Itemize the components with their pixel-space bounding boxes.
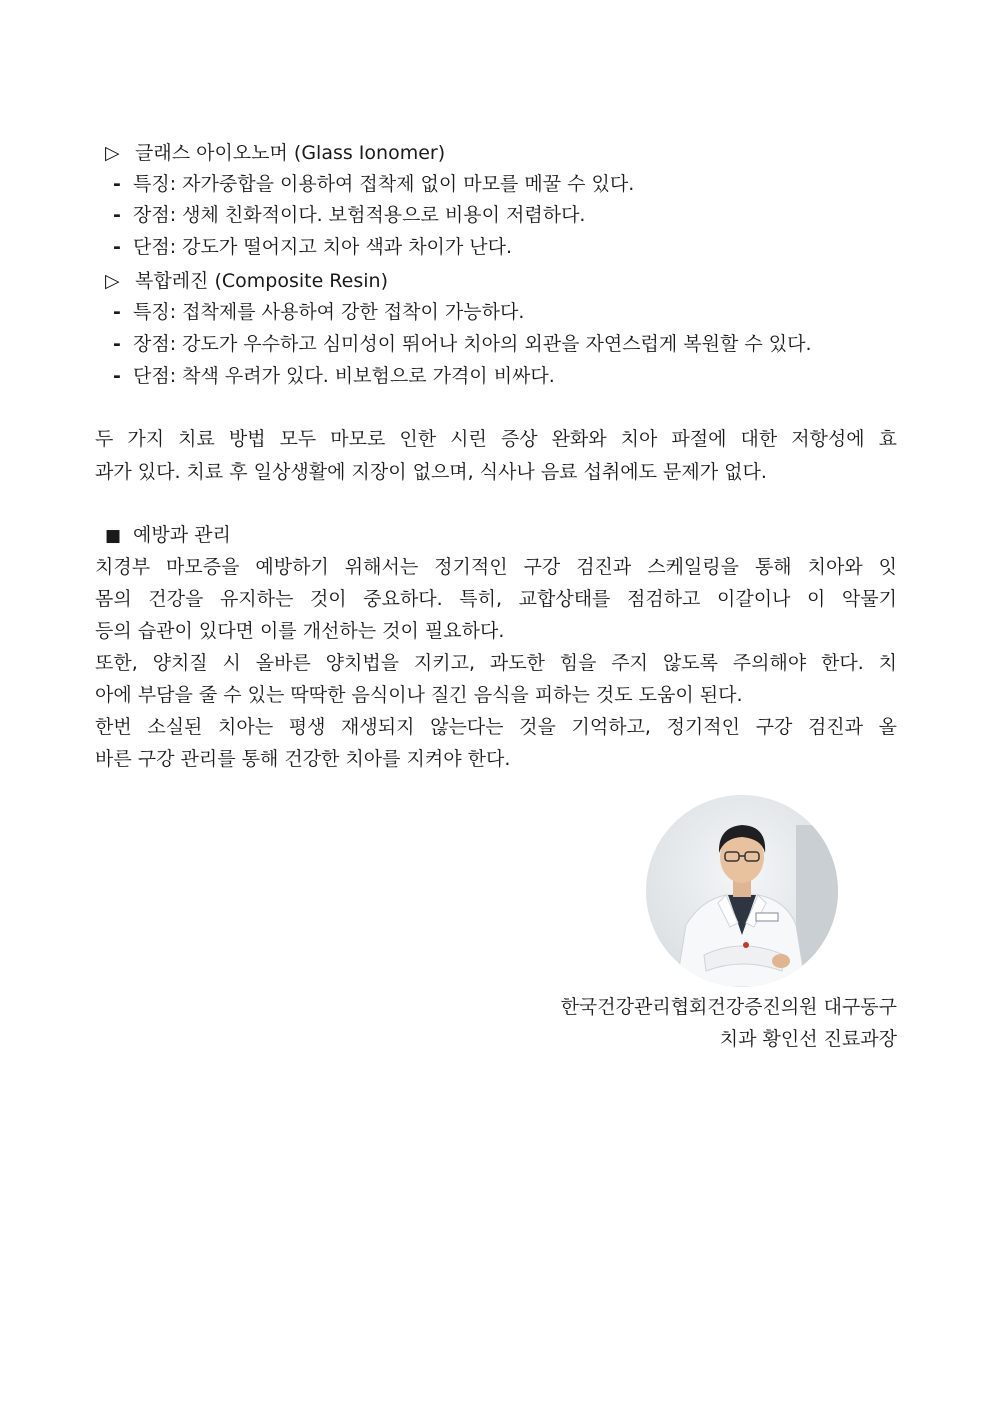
prevention-line: 등의 습관이 있다면 이를 개선하는 것이 필요하다. [95,620,505,642]
summary-line: 두 가지 치료 방법 모두 마모로 인한 시린 증상 완화와 치아 파절에 대한 저항성에 효 [95,428,897,450]
composite-resin-heading: ▷ 복합레진 (Composite Resin) [105,265,388,297]
prevention-line: 또한, 양치질 시 올바른 양치법을 지키고, 과도한 힘을 주지 않도록 주의해야 한다. 치 [95,652,897,674]
prevention-line: 몸의 건강을 유지하는 것이 중요하다. 특히, 교합상태를 점검하고 이갈이나 이 악물기 [95,588,897,610]
author-org: 한국건강관리협회건강증진의원 대구동구 [560,996,897,1018]
dash-bullet: - [113,173,121,195]
glass-feature-item: - 특징: 자가중합을 이용하여 접착제 없이 마모를 메꿀 수 있다. [113,168,634,200]
dash-bullet: - [113,236,121,258]
composite-cons-item: - 단점: 착색 우려가 있다. 비보험으로 가격이 비싸다. [113,360,555,392]
prevention-line: 아에 부담을 줄 수 있는 딱딱한 음식이나 질긴 음식을 피하는 것도 도움이 된다. [95,684,743,706]
author-title: 치과 황인선 진료과장 [719,1028,897,1050]
prevention-line: 바른 구강 관리를 통해 건강한 치아를 지켜야 한다. [95,748,511,770]
triangle-bullet-icon: ▷ [105,270,120,292]
dash-bullet: - [113,365,121,387]
doctor-illustration [646,795,838,987]
composite-pros-item: - 장점: 강도가 우수하고 심미성이 뛰어나 치아의 외관을 자연스럽게 복원할 수 있다. [113,328,812,360]
dash-bullet: - [113,204,121,226]
dash-bullet: - [113,333,121,355]
glass-cons-item: - 단점: 강도가 떨어지고 치아 색과 차이가 난다. [113,231,512,263]
prevention-heading: ■ 예방과 관리 [105,519,231,552]
doctor-portrait-photo [646,795,838,987]
dash-bullet: - [113,301,121,323]
prevention-line: 치경부 마모증을 예방하기 위해서는 정기적인 구강 검진과 스케일링을 통해 치아와 잇 [95,556,897,578]
glass-pros-item: - 장점: 생체 친화적이다. 보험적용으로 비용이 저렴하다. [113,199,585,231]
composite-feature-item: - 특징: 접착제를 사용하여 강한 접착이 가능하다. [113,296,524,328]
prevention-line: 한번 소실된 치아는 평생 재생되지 않는다는 것을 기억하고, 정기적인 구강 검진과 올 [95,716,897,738]
glass-ionomer-heading: ▷ 글래스 아이오노머 (Glass Ionomer) [105,137,445,169]
summary-line: 과가 있다. 치료 후 일상생활에 지장이 없으며, 식사나 음료 섭취에도 문제가 없다. [95,461,767,483]
square-bullet-icon: ■ [105,526,122,546]
triangle-bullet-icon: ▷ [105,142,120,164]
